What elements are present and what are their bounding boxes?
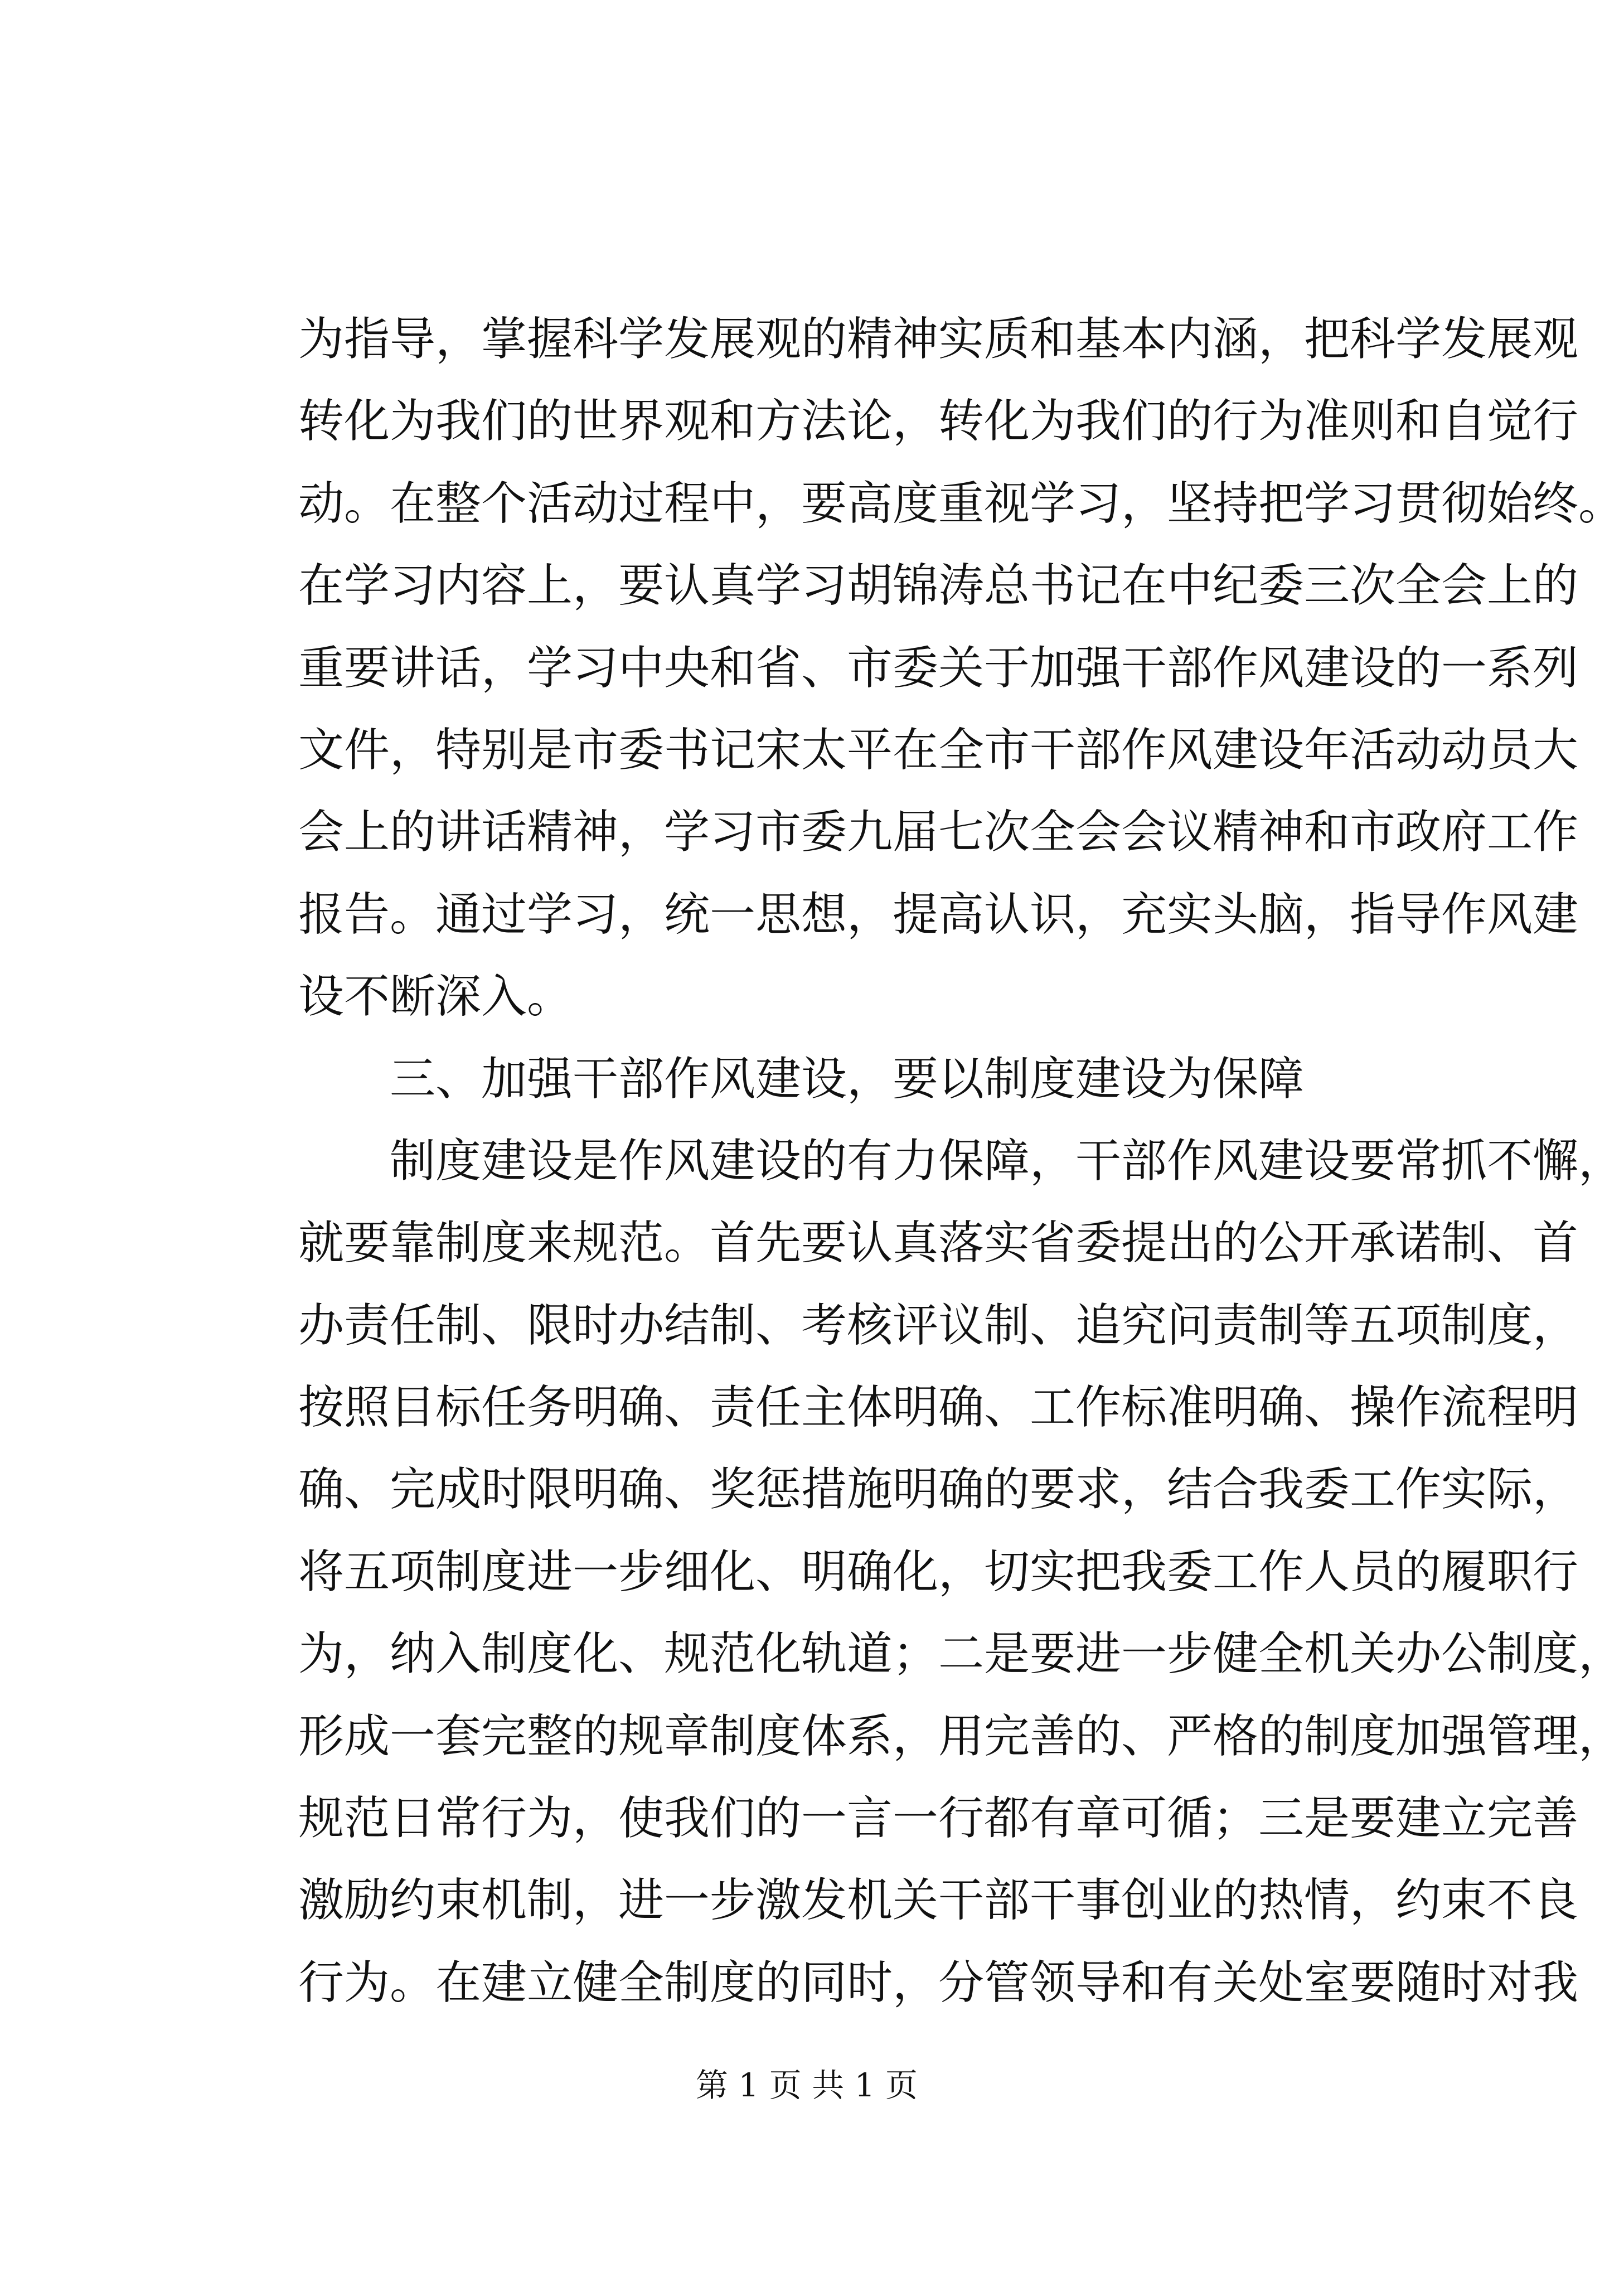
text-line: 制度建设是作风建设的有力保障，干部作风建设要常抓不懈， — [390, 1134, 1624, 1188]
text-line: 激励约束机制，进一步激发机关干部干事创业的热情，约束不良 — [298, 1874, 1579, 1927]
text-line: 就要靠制度来规范。首先要认真落实省委提出的公开承诺制、首 — [298, 1217, 1579, 1270]
text-line: 将五项制度进一步细化、明确化，切实把我委工作人员的履职行 — [298, 1545, 1579, 1598]
text-line: 文件，特别是市委书记宋太平在全市干部作风建设年活动动员大 — [298, 723, 1579, 777]
text-line: 报告。通过学习，统一思想，提高认识，充实头脑，指导作风建 — [298, 888, 1579, 941]
text-line: 设不断深入。 — [298, 970, 573, 1024]
text-line: 办责任制、限时办结制、考核评议制、追究问责制等五项制度， — [298, 1299, 1579, 1352]
document-body — [298, 298, 1624, 2024]
text-line: 在学习内容上，要认真学习胡锦涛总书记在中纪委三次全会上的 — [298, 559, 1579, 613]
text-line: 转化为我们的世界观和方法论，转化为我们的行为准则和自觉行 — [298, 395, 1579, 448]
text-line: 动。在整个活动过程中，要高度重视学习，坚持把学习贯彻始终。 — [298, 477, 1624, 530]
text-line: 重要讲话，学习中央和省、市委关于加强干部作风建设的一系列 — [298, 641, 1579, 695]
text-line: 确、完成时限明确、奖惩措施明确的要求，结合我委工作实际， — [298, 1463, 1579, 1517]
text-line: 行为。在建立健全制度的同时，分管领导和有关处室要随时对我 — [298, 1956, 1579, 2009]
text-line: 规范日常行为，使我们的一言一行都有章可循；三是要建立完善 — [298, 1792, 1579, 1845]
text-line: 会上的讲话精神，学习市委九届七次全会会议精神和市政府工作 — [298, 806, 1579, 859]
text-line: 为指导，掌握科学发展观的精神实质和基本内涵，把科学发展观 — [298, 313, 1579, 366]
section-heading: 三、加强干部作风建设，要以制度建设为保障 — [390, 1052, 1305, 1106]
text-line: 按照目标任务明确、责任主体明确、工作标准明确、操作流程明 — [298, 1381, 1579, 1435]
text-line: 为，纳入制度化、规范化轨道；二是要进一步健全机关办公制度， — [298, 1627, 1624, 1681]
page-number-footer: 第 1 页 共 1 页 — [696, 2066, 918, 2104]
text-line: 形成一套完整的规章制度体系，用完善的、严格的制度加强管理， — [298, 1709, 1624, 1763]
